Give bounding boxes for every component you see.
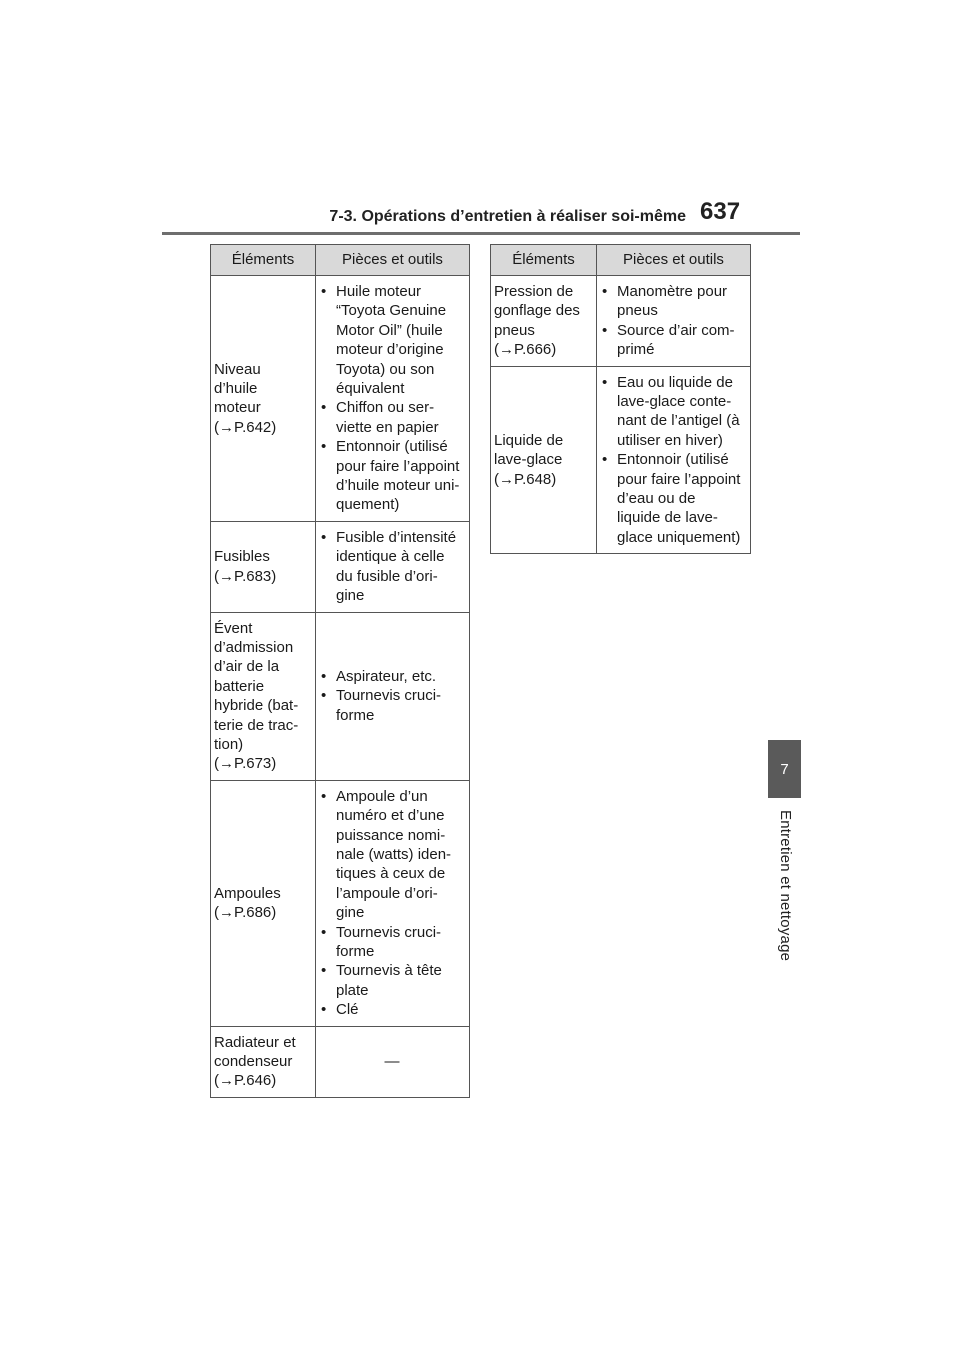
table-header-row: [211, 245, 470, 276]
tools-text-line: • Entonnoir (utilisé: [617, 451, 729, 469]
tools-table-left: [210, 244, 470, 1098]
tools-list-item: [319, 667, 465, 686]
tools-text-line: utiliser en hiver): [617, 431, 723, 449]
item-text-line: pneus: [494, 321, 535, 339]
table-row: [491, 276, 751, 367]
tools-text-line: lave-glace conte-: [617, 393, 732, 411]
table-header-row: [491, 245, 751, 276]
tools-text-line: • Chiffon ou ser-: [336, 399, 435, 417]
tools-list-item: [600, 373, 746, 451]
item-text-line: moteur: [214, 399, 261, 417]
tools-text-line: l’ampoule d’ori-: [336, 884, 438, 902]
tools-list-item: [319, 437, 465, 515]
item-text-line: terie de trac-: [214, 716, 299, 734]
item-text-line: tion): [214, 735, 244, 753]
item-cell: [211, 521, 316, 612]
tools-text-line: nale (watts) iden-: [336, 845, 452, 863]
tools-text-line: • Entonnoir (utilisé: [336, 438, 448, 456]
tools-text-line: liquide de lave-: [617, 509, 718, 527]
item-cell: [211, 612, 316, 780]
tools-list: [319, 282, 465, 515]
item-text-line: Ampoules: [214, 884, 281, 902]
tools-list-item: [319, 787, 465, 923]
tools-list-item: [319, 1000, 465, 1019]
item-text-line: batterie: [214, 677, 265, 695]
column-header-items: Éléments: [491, 245, 597, 276]
tools-list-item: [319, 282, 465, 398]
table-row: [211, 612, 470, 780]
item-text-line: Niveau: [214, 360, 261, 378]
tools-text-line: Motor Oil” (huile: [336, 321, 443, 339]
table-row: [211, 1026, 470, 1097]
tools-text-line: viette en papier: [336, 418, 439, 436]
tools-list: [319, 528, 465, 606]
tools-text-line: pour faire l’appoint: [617, 470, 741, 488]
tools-text-line: forme: [336, 943, 375, 960]
tools-text-line: • Tournevis cruci-: [336, 687, 442, 705]
table-row: [211, 276, 470, 522]
tools-cell: [597, 366, 751, 554]
item-text-line: (→P.673): [214, 755, 277, 773]
not-applicable-dash: —: [384, 1053, 400, 1071]
tools-text-line: pour faire l’appoint: [336, 457, 460, 475]
item-text-line: d’admission: [214, 638, 294, 656]
tools-text-line: • Clé: [336, 1001, 359, 1019]
column-header-tools: Pièces et outils: [316, 245, 470, 276]
item-cell: [211, 780, 316, 1026]
table-row: [491, 366, 751, 554]
item-text-line: Radiateur et: [214, 1033, 296, 1051]
tools-text-line: d’eau ou de: [617, 490, 696, 508]
item-text-line: d’huile: [214, 380, 258, 398]
tools-text-line: • Huile moteur: [336, 283, 422, 300]
item-text-line: (→P.646): [214, 1072, 277, 1090]
item-cell: [491, 276, 597, 367]
tools-text-line: moteur d’origine: [336, 341, 444, 359]
item-cell: [211, 1026, 316, 1097]
tools-list-item: [600, 321, 746, 360]
tools-list: [319, 667, 465, 725]
tools-list-item: [319, 528, 465, 606]
tools-text-line: nant de l’antigel (à: [617, 412, 740, 430]
tools-text-line: • Source d’air com-: [617, 321, 735, 339]
tools-text-line: • Fusible d’intensité: [336, 528, 457, 546]
tools-list-item: [600, 450, 746, 547]
column-header-tools: Pièces et outils: [597, 245, 751, 276]
item-text-line: condenseur: [214, 1053, 293, 1071]
tools-text-line: • Tournevis à tête: [336, 962, 442, 980]
item-text-line: gonflage des: [494, 302, 580, 320]
page-number: 637: [700, 198, 741, 225]
item-text-line: lave-glace: [494, 451, 563, 469]
item-text-line: d’air de la: [214, 658, 280, 676]
chapter-tab: [768, 740, 801, 798]
item-text-line: Pression de: [494, 283, 574, 300]
table-row: [211, 521, 470, 612]
tools-text-line: numéro et d’une: [336, 807, 445, 825]
tools-text-line: du fusible d’ori-: [336, 567, 438, 585]
tools-list-item: [319, 923, 465, 962]
item-text-line: Évent: [214, 619, 253, 637]
tools-cell: [597, 276, 751, 367]
item-text-line: (→P.642): [214, 418, 277, 436]
tools-text-line: équivalent: [336, 380, 405, 398]
column-header-items: Éléments: [211, 245, 316, 276]
tools-list: [319, 787, 465, 1020]
tools-text-line: Toyota) ou son: [336, 360, 435, 378]
item-cell: [491, 366, 597, 554]
tools-text-line: tiques à ceux de: [336, 865, 446, 883]
tools-cell: [316, 780, 470, 1026]
section-title: 7-3. Opérations d’entretien à réaliser soi-même: [329, 208, 686, 225]
tools-text-line: • Tournevis cruci-: [336, 923, 442, 941]
tools-text-line: d’huile moteur uni-: [336, 477, 460, 495]
tools-list: [600, 282, 746, 360]
item-text-line: (→P.686): [214, 904, 277, 922]
tools-cell: [316, 276, 470, 522]
tools-text-line: forme: [336, 706, 375, 724]
tools-text-line: • Manomètre pour: [617, 283, 728, 300]
item-text-line: Fusibles: [214, 548, 270, 566]
tools-text-line: primé: [617, 341, 655, 359]
tools-text-line: gine: [336, 587, 365, 605]
tools-table-right: [490, 244, 751, 554]
item-text-line: (→P.666): [494, 341, 557, 359]
item-text-line: Liquide de: [494, 431, 564, 449]
table-row: [211, 780, 470, 1026]
tools-list-item: [600, 282, 746, 321]
tools-text-line: plate: [336, 981, 369, 999]
item-text-line: (→P.648): [494, 470, 557, 488]
tools-text-line: • Eau ou liquide de: [617, 373, 733, 391]
item-cell: [211, 276, 316, 522]
tools-text-line: puissance nomi-: [336, 826, 446, 844]
tools-cell: [316, 521, 470, 612]
tools-text-line: identique à celle: [336, 548, 445, 566]
item-text-line: (→P.683): [214, 567, 277, 585]
tools-list-item: [319, 686, 465, 725]
tools-list-item: [319, 398, 465, 437]
tools-text-line: • Ampoule d’un: [336, 787, 428, 805]
tools-text-line: • Aspirateur, etc.: [336, 668, 437, 686]
chapter-title: Entretien et nettoyage: [777, 810, 794, 962]
tools-cell: [316, 612, 470, 780]
tools-list: [600, 373, 746, 548]
tools-cell: [316, 1026, 470, 1097]
tools-text-line: glace uniquement): [617, 528, 741, 546]
tools-text-line: “Toyota Genuine: [336, 302, 447, 320]
chapter-number: 7: [780, 760, 789, 778]
item-text-line: hybride (bat-: [214, 697, 299, 715]
tools-text-line: pneus: [617, 302, 658, 320]
header-divider: [162, 232, 800, 235]
tools-text-line: quement): [336, 496, 400, 514]
tools-text-line: gine: [336, 904, 365, 922]
tools-list-item: [319, 961, 465, 1000]
